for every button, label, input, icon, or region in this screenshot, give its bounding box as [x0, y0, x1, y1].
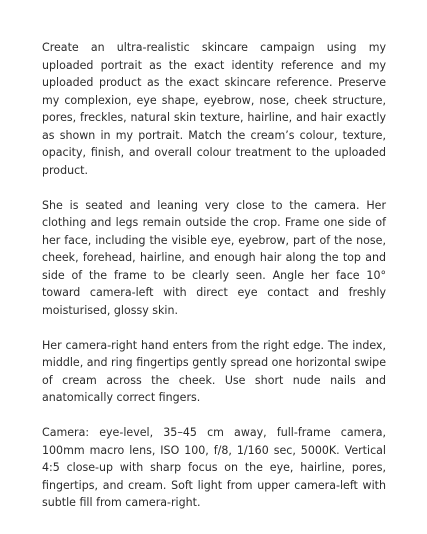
- paragraph-identity-reference: Create an ultra-realistic skincare campaign using my uploaded portrait as the exact identity reference and my uploaded product as the exact skincare reference. Preserve my complexion, eye shape, eyebrow, nose, cheek structure, pores, freckles, natural skin texture, hairline, and hair exactly as shown in my portrait. Match the cream’s colour, texture, opacity, finish, and overall colour treatment to the uploaded product.: [42, 41, 386, 177]
- paragraph-pose-framing: She is seated and leaning very close to the camera. Her clothing and legs remain outside the crop. Frame one side of her face, including the visible eye, eyebrow, part of the nose, cheek, forehead, hairline, and enough hair along the top and side of the frame to be clearly seen. Angle her face 10° toward camera-left with direct eye contact and freshly moisturised, glossy skin.: [42, 198, 386, 317]
- paragraph-hand-cream: Her camera-right hand enters from the right edge. The index, middle, and ring fingertips gently spread one horizontal swipe of cream across the cheek. Use short nude nails and anatomically correct fingers.: [42, 338, 386, 404]
- paragraph-camera-settings: Camera: eye-level, 35–45 cm away, full-frame camera, 100mm macro lens, ISO 100, f/8, 1/160 sec, 5000K. Vertical 4:5 close-up with sharp focus on the eye, hairline, pores, fingertips, and cream. Soft light from upper camera-left with subtle fill from camera-right.: [42, 426, 386, 509]
- prompt-text-block: [42, 39, 386, 512]
